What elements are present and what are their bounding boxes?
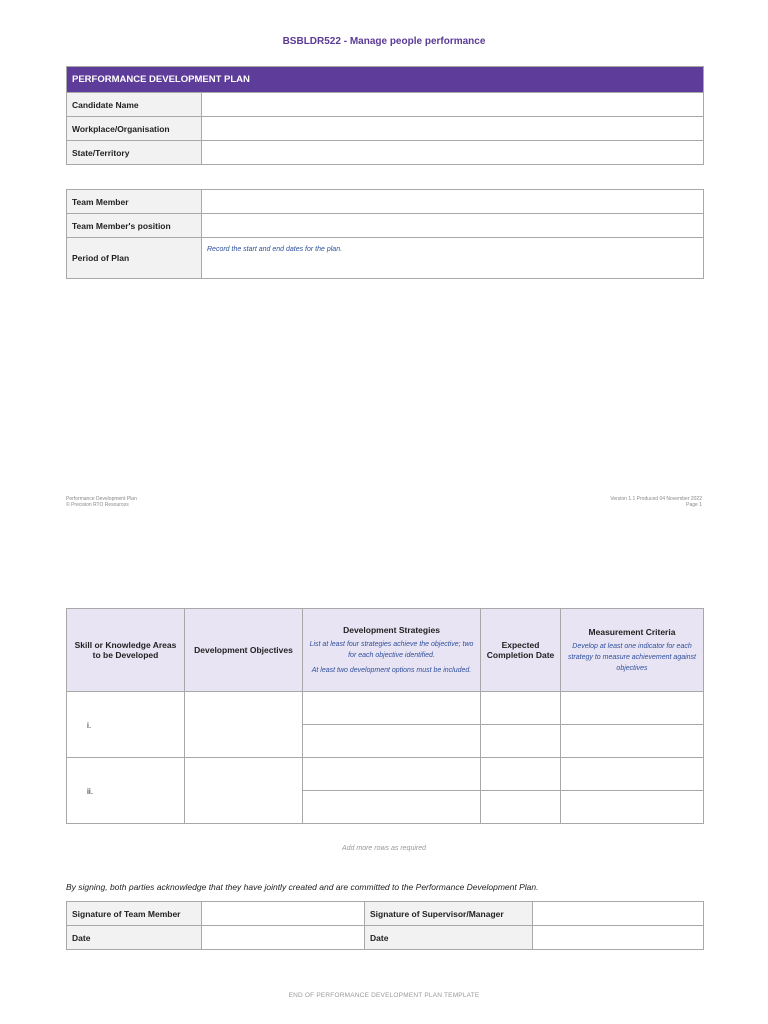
team-member-label: Team Member bbox=[67, 190, 202, 214]
supervisor-date-field[interactable] bbox=[533, 926, 704, 950]
unit-title: BSBLDR522 - Manage people performance bbox=[282, 36, 486, 47]
team-member-date-label: Date bbox=[67, 926, 202, 950]
team-member-position-field[interactable] bbox=[202, 214, 704, 238]
candidate-name-label: Candidate Name bbox=[67, 93, 202, 117]
strategy-row-1a[interactable] bbox=[303, 692, 481, 725]
team-member-signature-field[interactable] bbox=[202, 902, 365, 926]
measurement-row-1a[interactable] bbox=[561, 692, 704, 725]
team-member-signature-label: Signature of Team Member bbox=[67, 902, 202, 926]
strategies-hint-2: At least two development options must be included. bbox=[311, 666, 472, 674]
completion-row-2a[interactable] bbox=[481, 758, 561, 791]
measurement-row-2b[interactable] bbox=[561, 791, 704, 824]
strategy-row-2a[interactable] bbox=[303, 758, 481, 791]
measurement-hint: Develop at least one indicator for each strategy to measure achievement against objectives bbox=[567, 642, 696, 672]
col-development-strategies: Development Strategies List at least four strategies achieve the objective; two for each objective identified. At least two development options must be included. bbox=[303, 609, 481, 692]
completion-row-2b[interactable] bbox=[481, 791, 561, 824]
workplace-field[interactable] bbox=[202, 117, 704, 141]
page-footer-left bbox=[66, 496, 137, 508]
state-territory-label: State/Territory bbox=[67, 141, 202, 165]
development-table bbox=[66, 608, 704, 824]
add-more-rows-note: Add more rows as required bbox=[341, 845, 427, 852]
workplace-label: Workplace/Organisation bbox=[67, 117, 202, 141]
skill-area-row-1[interactable] bbox=[67, 692, 185, 758]
row-label-i: i. bbox=[87, 719, 92, 730]
col-expected-completion-date: Expected Completion Date bbox=[481, 609, 561, 692]
strategy-row-2b[interactable] bbox=[303, 791, 481, 824]
measurement-row-1b[interactable] bbox=[561, 725, 704, 758]
col-measurement-criteria: Measurement Criteria Develop at least one indicator for each strategy to measure achievement against objectives bbox=[561, 609, 704, 692]
supervisor-date-label: Date bbox=[365, 926, 533, 950]
objective-row-1[interactable] bbox=[185, 692, 303, 758]
signature-table bbox=[66, 901, 704, 950]
completion-row-1a[interactable] bbox=[481, 692, 561, 725]
skill-area-row-2[interactable] bbox=[67, 758, 185, 824]
supervisor-signature-label: Signature of Supervisor/Manager bbox=[365, 902, 533, 926]
team-member-date-field[interactable] bbox=[202, 926, 365, 950]
footer-page-number: Page 1 bbox=[686, 502, 702, 508]
period-of-plan-label: Period of Plan bbox=[67, 238, 202, 279]
period-of-plan-field[interactable] bbox=[202, 238, 704, 279]
end-of-template-note: END OF PERFORMANCE DEVELOPMENT PLAN TEMPLATE bbox=[288, 992, 480, 999]
state-territory-field[interactable] bbox=[202, 141, 704, 165]
team-member-position-label: Team Member's position bbox=[67, 214, 202, 238]
strategy-row-1b[interactable] bbox=[303, 725, 481, 758]
footer-document-name: Performance Development Plan bbox=[66, 496, 137, 502]
measurement-row-2a[interactable] bbox=[561, 758, 704, 791]
candidate-name-field[interactable] bbox=[202, 93, 704, 117]
row-label-ii: ii. bbox=[87, 785, 94, 796]
strategies-hint-1: List at least four strategies achieve the objective; two for each objective identified. bbox=[309, 640, 474, 659]
completion-row-1b[interactable] bbox=[481, 725, 561, 758]
col-development-objectives: Development Objectives bbox=[185, 609, 303, 692]
period-of-plan-hint: Record the start and end dates for the plan. bbox=[207, 246, 343, 253]
footer-copyright: © Precision RTO Resources bbox=[66, 502, 129, 508]
team-member-table bbox=[66, 189, 704, 279]
objective-row-2[interactable] bbox=[185, 758, 303, 824]
col-skill-areas: Skill or Knowledge Areas to be Developed bbox=[67, 609, 185, 692]
page-footer-right bbox=[500, 496, 702, 508]
plan-table-heading: PERFORMANCE DEVELOPMENT PLAN bbox=[67, 67, 704, 93]
footer-version: Version 1.1 Produced 04 November 2022 bbox=[610, 496, 702, 502]
signing-statement: By signing, both parties acknowledge that they have jointly created and are committed to the Performance Development Plan. bbox=[66, 882, 539, 892]
plan-table bbox=[66, 66, 704, 165]
team-member-field[interactable] bbox=[202, 190, 704, 214]
supervisor-signature-field[interactable] bbox=[533, 902, 704, 926]
